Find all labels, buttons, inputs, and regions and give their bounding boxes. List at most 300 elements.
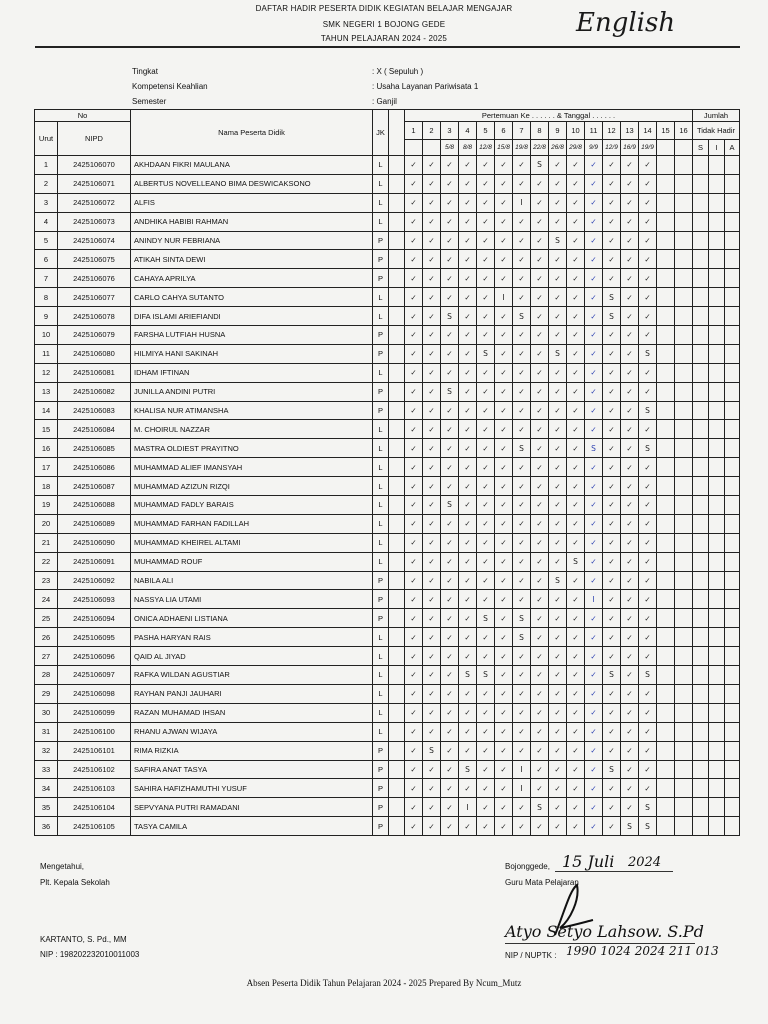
student-no: 5 xyxy=(35,231,58,250)
attendance-mark: ✓ xyxy=(639,703,657,722)
attendance-mark: ✓ xyxy=(603,609,621,628)
attendance-mark: ✓ xyxy=(621,288,639,307)
attendance-mark: ✓ xyxy=(423,250,441,269)
attendance-mark xyxy=(675,401,693,420)
attendance-mark: S xyxy=(441,307,459,326)
attendance-mark: ✓ xyxy=(513,647,531,666)
attendance-mark: ✓ xyxy=(441,420,459,439)
student-no: 13 xyxy=(35,382,58,401)
attendance-mark: ✓ xyxy=(603,344,621,363)
attendance-mark: ✓ xyxy=(423,628,441,647)
attendance-mark: ✓ xyxy=(495,458,513,477)
attendance-mark: ✓ xyxy=(567,817,585,836)
attendance-mark: ✓ xyxy=(459,628,477,647)
attendance-mark: ✓ xyxy=(531,817,549,836)
attendance-mark: ✓ xyxy=(495,741,513,760)
attendance-mark: ✓ xyxy=(405,496,423,515)
attendance-mark: ✓ xyxy=(549,496,567,515)
attendance-mark: ✓ xyxy=(459,231,477,250)
attendance-mark: ✓ xyxy=(585,382,603,401)
attendance-mark: ✓ xyxy=(531,533,549,552)
student-jk: L xyxy=(373,288,389,307)
attendance-mark: ✓ xyxy=(585,326,603,345)
attendance-mark: ✓ xyxy=(441,288,459,307)
absence-count xyxy=(709,344,725,363)
absence-count xyxy=(725,344,740,363)
blank-cell xyxy=(389,609,405,628)
student-name: MUHAMMAD FARHAN FADILLAH xyxy=(131,514,373,533)
attendance-mark: ✓ xyxy=(531,741,549,760)
meeting-number: 14 xyxy=(639,122,657,140)
student-jk: L xyxy=(373,647,389,666)
student-nipd: 2425106076 xyxy=(58,269,131,288)
attendance-mark: S xyxy=(513,307,531,326)
attendance-mark: ✓ xyxy=(513,533,531,552)
blank-cell xyxy=(389,817,405,836)
attendance-mark: ✓ xyxy=(549,477,567,496)
attendance-mark xyxy=(657,363,675,382)
attendance-mark: ✓ xyxy=(585,156,603,175)
attendance-mark: ✓ xyxy=(477,684,495,703)
header-no: No xyxy=(35,110,131,122)
attendance-mark xyxy=(657,344,675,363)
attendance-mark: ✓ xyxy=(495,269,513,288)
absence-count xyxy=(725,326,740,345)
absence-count xyxy=(725,382,740,401)
attendance-mark: ✓ xyxy=(585,722,603,741)
student-name: RAYHAN PANJI JAUHARI xyxy=(131,684,373,703)
absence-count xyxy=(725,156,740,175)
attendance-mark: ✓ xyxy=(477,307,495,326)
attendance-mark: ✓ xyxy=(405,703,423,722)
attendance-mark: ✓ xyxy=(567,231,585,250)
table-row xyxy=(35,382,740,401)
attendance-mark: ✓ xyxy=(567,288,585,307)
student-nipd: 2425106074 xyxy=(58,231,131,250)
attendance-mark xyxy=(657,326,675,345)
meeting-date: 19/9 xyxy=(639,140,657,156)
student-name: QAID AL JIYAD xyxy=(131,647,373,666)
student-name: MUHAMMAD KHEIREL ALTAMI xyxy=(131,533,373,552)
attendance-mark: ✓ xyxy=(423,420,441,439)
attendance-mark: ✓ xyxy=(549,420,567,439)
attendance-mark: ✓ xyxy=(477,533,495,552)
attendance-mark: ✓ xyxy=(585,571,603,590)
attendance-mark: ✓ xyxy=(405,533,423,552)
attendance-mark: ✓ xyxy=(567,458,585,477)
attendance-mark: ✓ xyxy=(603,798,621,817)
attendance-mark xyxy=(675,496,693,515)
attendance-mark: ✓ xyxy=(423,760,441,779)
meeting-date: 19/8 xyxy=(513,140,531,156)
attendance-mark: ✓ xyxy=(495,590,513,609)
meeting-date: 8/8 xyxy=(459,140,477,156)
absence-count xyxy=(709,666,725,685)
attendance-mark: ✓ xyxy=(567,760,585,779)
attendance-mark: ✓ xyxy=(477,628,495,647)
absence-count xyxy=(725,590,740,609)
attendance-mark: ✓ xyxy=(459,722,477,741)
student-jk: L xyxy=(373,363,389,382)
attendance-mark: ✓ xyxy=(423,156,441,175)
attendance-mark: ✓ xyxy=(423,703,441,722)
attendance-mark: ✓ xyxy=(477,156,495,175)
attendance-mark: ✓ xyxy=(477,458,495,477)
attendance-mark xyxy=(675,326,693,345)
meeting-number: 8 xyxy=(531,122,549,140)
student-nipd: 2425106080 xyxy=(58,344,131,363)
attendance-mark: I xyxy=(513,760,531,779)
date-handwritten: 15 Juli xyxy=(562,852,615,871)
attendance-mark xyxy=(657,439,675,458)
attendance-mark: ✓ xyxy=(423,288,441,307)
attendance-mark: ✓ xyxy=(495,174,513,193)
student-no: 36 xyxy=(35,817,58,836)
attendance-mark: ✓ xyxy=(549,326,567,345)
student-name: RIMA RIZKIA xyxy=(131,741,373,760)
attendance-mark: ✓ xyxy=(639,552,657,571)
attendance-mark: ✓ xyxy=(585,307,603,326)
blank-cell xyxy=(389,288,405,307)
table-row xyxy=(35,212,740,231)
attendance-mark: ✓ xyxy=(423,269,441,288)
header-pertemuan: Pertemuan Ke . . . . . . & Tanggal . . . . . . xyxy=(405,110,693,122)
attendance-mark xyxy=(657,382,675,401)
student-no: 18 xyxy=(35,477,58,496)
attendance-mark: ✓ xyxy=(441,798,459,817)
attendance-mark: ✓ xyxy=(603,552,621,571)
absence-count xyxy=(693,401,709,420)
attendance-table xyxy=(34,109,740,836)
attendance-mark xyxy=(657,798,675,817)
attendance-mark: ✓ xyxy=(495,401,513,420)
year-handwritten: 2024 xyxy=(628,855,662,870)
attendance-mark: ✓ xyxy=(549,684,567,703)
student-jk: P xyxy=(373,817,389,836)
attendance-mark: ✓ xyxy=(513,326,531,345)
attendance-mark xyxy=(675,533,693,552)
attendance-mark: ✓ xyxy=(621,628,639,647)
absence-count xyxy=(709,156,725,175)
attendance-mark: ✓ xyxy=(495,420,513,439)
meeting-number: 9 xyxy=(549,122,567,140)
blank-cell xyxy=(389,647,405,666)
attendance-mark: ✓ xyxy=(585,496,603,515)
attendance-mark: ✓ xyxy=(567,571,585,590)
attendance-mark: ✓ xyxy=(567,628,585,647)
absence-count xyxy=(693,420,709,439)
attendance-mark: ✓ xyxy=(495,193,513,212)
attendance-mark: ✓ xyxy=(585,477,603,496)
blank-cell xyxy=(389,382,405,401)
absence-count xyxy=(725,363,740,382)
student-no: 4 xyxy=(35,212,58,231)
attendance-mark: ✓ xyxy=(441,193,459,212)
table-row xyxy=(35,684,740,703)
student-name: MUHAMMAD AZIZUN RIZQI xyxy=(131,477,373,496)
student-jk: L xyxy=(373,684,389,703)
attendance-mark: ✓ xyxy=(549,174,567,193)
table-row xyxy=(35,741,740,760)
absence-count xyxy=(725,439,740,458)
student-name: M. CHOIRUL NAZZAR xyxy=(131,420,373,439)
student-name: CARLO CAHYA SUTANTO xyxy=(131,288,373,307)
absence-count xyxy=(709,288,725,307)
attendance-mark: ✓ xyxy=(441,571,459,590)
attendance-mark: ✓ xyxy=(495,722,513,741)
student-no: 7 xyxy=(35,269,58,288)
student-jk: L xyxy=(373,307,389,326)
student-jk: P xyxy=(373,382,389,401)
blank-cell xyxy=(389,212,405,231)
attendance-mark: ✓ xyxy=(477,420,495,439)
attendance-mark: ✓ xyxy=(567,250,585,269)
attendance-mark: S xyxy=(423,741,441,760)
attendance-mark xyxy=(675,552,693,571)
student-name: MASTRA OLDIEST PRAYITNO xyxy=(131,439,373,458)
meeting-number: 5 xyxy=(477,122,495,140)
student-nipd: 2425106104 xyxy=(58,798,131,817)
attendance-mark: ✓ xyxy=(477,477,495,496)
attendance-mark: ✓ xyxy=(423,439,441,458)
student-name: SAFIRA ANAT TASYA xyxy=(131,760,373,779)
attendance-mark xyxy=(675,344,693,363)
student-nipd: 2425106073 xyxy=(58,212,131,231)
attendance-mark: ✓ xyxy=(477,250,495,269)
absence-count xyxy=(709,307,725,326)
attendance-mark xyxy=(657,420,675,439)
table-row xyxy=(35,533,740,552)
attendance-mark xyxy=(657,609,675,628)
attendance-mark: ✓ xyxy=(621,231,639,250)
attendance-mark: ✓ xyxy=(639,307,657,326)
student-name: ANINDY NUR FEBRIANA xyxy=(131,231,373,250)
absence-type-header: S xyxy=(693,140,709,156)
attendance-mark: ✓ xyxy=(621,344,639,363)
attendance-mark: ✓ xyxy=(621,798,639,817)
attendance-mark xyxy=(675,647,693,666)
attendance-mark: ✓ xyxy=(531,250,549,269)
attendance-mark: ✓ xyxy=(549,288,567,307)
attendance-mark: ✓ xyxy=(603,817,621,836)
attendance-mark: ✓ xyxy=(585,344,603,363)
attendance-mark: ✓ xyxy=(603,382,621,401)
attendance-mark: ✓ xyxy=(459,779,477,798)
student-name: ALBERTUS NOVELLEANO BIMA DESWICAKSONO xyxy=(131,174,373,193)
attendance-mark: ✓ xyxy=(495,307,513,326)
meeting-date: 12/8 xyxy=(477,140,495,156)
attendance-mark: ✓ xyxy=(441,722,459,741)
attendance-mark: ✓ xyxy=(621,212,639,231)
table-row xyxy=(35,628,740,647)
attendance-mark: ✓ xyxy=(621,514,639,533)
attendance-mark: ✓ xyxy=(531,288,549,307)
attendance-mark xyxy=(675,477,693,496)
table-row xyxy=(35,156,740,175)
attendance-mark: ✓ xyxy=(603,477,621,496)
attendance-mark xyxy=(675,514,693,533)
header-blank xyxy=(389,110,405,156)
attendance-mark: ✓ xyxy=(477,288,495,307)
student-no: 31 xyxy=(35,722,58,741)
attendance-mark: ✓ xyxy=(621,590,639,609)
blank-cell xyxy=(389,590,405,609)
attendance-mark: ✓ xyxy=(423,212,441,231)
absence-count xyxy=(709,571,725,590)
absence-count xyxy=(725,496,740,515)
table-row xyxy=(35,571,740,590)
absence-count xyxy=(693,647,709,666)
student-name: NASSYA LIA UTAMI xyxy=(131,590,373,609)
meeting-date: 15/8 xyxy=(495,140,513,156)
attendance-mark: ✓ xyxy=(513,741,531,760)
attendance-mark: ✓ xyxy=(639,647,657,666)
table-row xyxy=(35,590,740,609)
attendance-mark: ✓ xyxy=(405,817,423,836)
attendance-mark: ✓ xyxy=(477,760,495,779)
attendance-mark: ✓ xyxy=(603,722,621,741)
table-row xyxy=(35,609,740,628)
attendance-mark: ✓ xyxy=(513,156,531,175)
attendance-mark: ✓ xyxy=(549,250,567,269)
kepala-label: Plt. Kepala Sekolah xyxy=(40,878,110,887)
attendance-mark xyxy=(657,571,675,590)
attendance-mark: ✓ xyxy=(603,401,621,420)
student-name: RHANU AJWAN WIJAYA xyxy=(131,722,373,741)
student-name: IDHAM IFTINAN xyxy=(131,363,373,382)
absence-count xyxy=(693,571,709,590)
attendance-mark: ✓ xyxy=(639,533,657,552)
attendance-mark xyxy=(675,741,693,760)
attendance-mark: ✓ xyxy=(621,326,639,345)
attendance-mark xyxy=(657,647,675,666)
attendance-mark: ✓ xyxy=(441,647,459,666)
attendance-mark: ✓ xyxy=(423,174,441,193)
attendance-mark: ✓ xyxy=(549,666,567,685)
attendance-mark xyxy=(675,571,693,590)
attendance-mark: S xyxy=(531,798,549,817)
attendance-mark xyxy=(657,590,675,609)
attendance-mark: ✓ xyxy=(567,533,585,552)
attendance-mark: ✓ xyxy=(495,798,513,817)
attendance-mark: ✓ xyxy=(477,439,495,458)
attendance-mark: ✓ xyxy=(603,439,621,458)
attendance-mark: ✓ xyxy=(441,552,459,571)
attendance-mark: ✓ xyxy=(459,458,477,477)
attendance-mark: ✓ xyxy=(621,307,639,326)
attendance-mark: ✓ xyxy=(567,798,585,817)
attendance-mark: ✓ xyxy=(603,741,621,760)
absence-count xyxy=(693,288,709,307)
attendance-mark: ✓ xyxy=(477,590,495,609)
absence-count xyxy=(693,156,709,175)
blank-cell xyxy=(389,722,405,741)
blank-cell xyxy=(389,420,405,439)
student-nipd: 2425106096 xyxy=(58,647,131,666)
attendance-mark: ✓ xyxy=(477,798,495,817)
attendance-mark xyxy=(657,684,675,703)
attendance-mark: ✓ xyxy=(405,458,423,477)
student-nipd: 2425106071 xyxy=(58,174,131,193)
attendance-mark xyxy=(657,666,675,685)
table-row xyxy=(35,779,740,798)
absence-count xyxy=(709,609,725,628)
attendance-mark: ✓ xyxy=(549,439,567,458)
attendance-mark: ✓ xyxy=(549,514,567,533)
attendance-mark: ✓ xyxy=(639,193,657,212)
attendance-mark: ✓ xyxy=(459,212,477,231)
attendance-mark: ✓ xyxy=(567,684,585,703)
student-no: 1 xyxy=(35,156,58,175)
attendance-mark: ✓ xyxy=(621,269,639,288)
attendance-mark: ✓ xyxy=(513,212,531,231)
student-name: ALFIS xyxy=(131,193,373,212)
attendance-mark: ✓ xyxy=(477,779,495,798)
table-row xyxy=(35,288,740,307)
attendance-mark: S xyxy=(513,609,531,628)
attendance-mark: ✓ xyxy=(459,496,477,515)
attendance-mark: ✓ xyxy=(621,458,639,477)
absence-count xyxy=(725,817,740,836)
absence-count xyxy=(709,496,725,515)
attendance-mark xyxy=(657,212,675,231)
student-nipd: 2425106077 xyxy=(58,288,131,307)
attendance-mark: ✓ xyxy=(423,326,441,345)
attendance-mark: ✓ xyxy=(477,817,495,836)
attendance-mark: ✓ xyxy=(531,212,549,231)
attendance-mark xyxy=(657,779,675,798)
attendance-mark: ✓ xyxy=(549,212,567,231)
absence-count xyxy=(725,741,740,760)
attendance-mark: ✓ xyxy=(441,817,459,836)
attendance-mark: ✓ xyxy=(621,250,639,269)
attendance-mark: ✓ xyxy=(567,193,585,212)
meeting-date: 29/8 xyxy=(567,140,585,156)
attendance-mark: ✓ xyxy=(513,571,531,590)
table-row xyxy=(35,703,740,722)
attendance-mark: ✓ xyxy=(531,684,549,703)
absence-count xyxy=(693,703,709,722)
attendance-mark: S xyxy=(477,666,495,685)
attendance-mark: ✓ xyxy=(405,382,423,401)
attendance-mark: ✓ xyxy=(531,609,549,628)
student-name: KHALISA NUR ATIMANSHA xyxy=(131,401,373,420)
attendance-mark: S xyxy=(603,666,621,685)
attendance-mark xyxy=(657,477,675,496)
attendance-mark: S xyxy=(603,307,621,326)
student-jk: L xyxy=(373,212,389,231)
attendance-mark: ✓ xyxy=(477,496,495,515)
attendance-mark: ✓ xyxy=(531,344,549,363)
attendance-mark: ✓ xyxy=(441,212,459,231)
absence-count xyxy=(725,760,740,779)
student-no: 6 xyxy=(35,250,58,269)
attendance-mark: ✓ xyxy=(495,760,513,779)
attendance-mark: ✓ xyxy=(639,156,657,175)
attendance-mark: ✓ xyxy=(531,326,549,345)
absence-count xyxy=(709,439,725,458)
attendance-mark: ✓ xyxy=(405,477,423,496)
attendance-mark xyxy=(675,590,693,609)
attendance-mark: ✓ xyxy=(495,156,513,175)
attendance-mark: ✓ xyxy=(405,571,423,590)
absence-count xyxy=(725,722,740,741)
student-nipd: 2425106088 xyxy=(58,496,131,515)
attendance-mark: ✓ xyxy=(549,533,567,552)
attendance-mark: ✓ xyxy=(495,647,513,666)
attendance-mark: ✓ xyxy=(423,363,441,382)
attendance-mark: ✓ xyxy=(621,684,639,703)
